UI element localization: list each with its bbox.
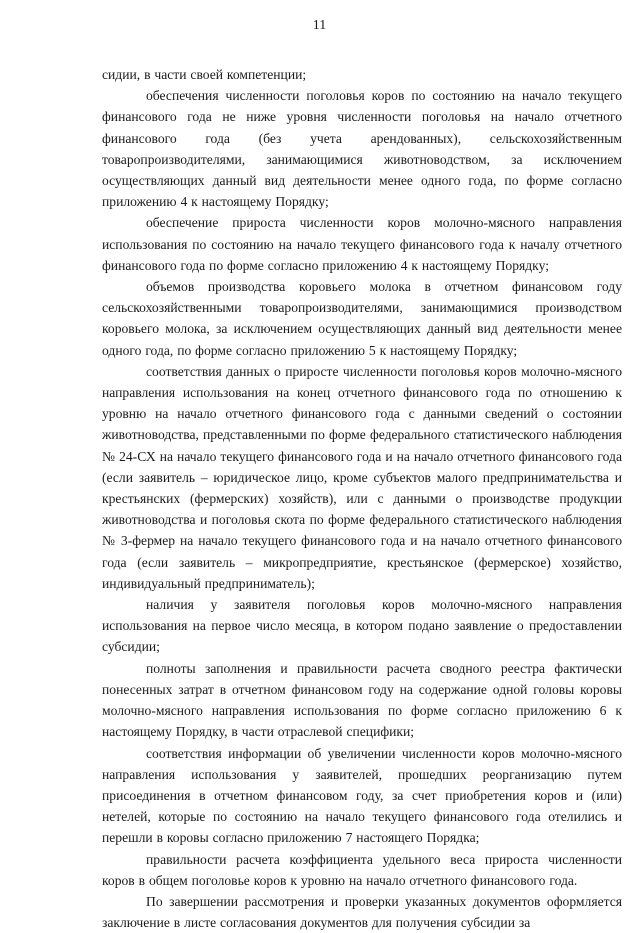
page-number: 11 [312,18,327,33]
paragraph: обеспечение прироста численности коров молочно-мясного направления использования по состоянию на начало текущего финансового года к началу отчетного финансового года по форме согласно приложению 4 к настоящему Порядку; [102,215,622,273]
paragraph: полноты заполнения и правильности расчета сводного реестра фактически понесенных затрат в отчетном финансовом году на содержание одной головы коровы молочно-мясного направления использования по форме согласно приложению 6 к настоящему Порядку, в части отраслевой специфики; [102,660,622,740]
paragraph: соответствия данных о приросте численности поголовья коров молочно-мясного направления использования на конец отчетного финансового года по отношению к уровню на начало отчетного финансового года с данными сведений о состоянии животноводства, представленными по форме федерального статистического наблюдения № 24-СХ на начало текущего финансового года и на начало отчетного финансового года (если заявитель – юридическое лицо, кроме субъектов малого предпринимательства и крестьянских (фермерских) хозяйств), или с данными о производстве продукции животноводства и поголовья скота по форме федерального статистического наблюдения № 3-фермер на начало текущего финансового года и на начало отчетного финансового года (если заявитель – микропредприятие, крестьянское (фермерское) хозяйство, индивидуальный предприниматель); [102,363,622,591]
paragraph: сидии, в части своей компетенции; [102,67,307,82]
paragraph: объемов производства коровьего молока в отчетном финансовом году сельскохозяйственными товаропроизводителями, занимающимися производством коровьего молока, за исключением осуществляющих данный вид деятельности менее одного года, по форме согласно приложению 5 к настоящему Порядку; [102,279,622,358]
document-body [102,64,622,933]
paragraph: По завершении рассмотрения и проверки указанных документов оформляется заключение в листе согласования документов для получения субсидии за [102,893,622,931]
paragraph: наличия у заявителя поголовья коров молочно-мясного направления использования на первое число месяца, в котором подано заявление о предоставлении субсидии; [102,597,622,655]
paragraph: соответствия информации об увеличении численности коров молочно-мясного направления использования у заявителей, прошедших реорганизацию путем присоединения в отчетном финансовом году, за счет приобретения коров и (или) нетелей, которые по состоянию на начало текущего финансового года отелились и перешли в коровы согласно приложению 7 настоящего Порядка; [102,745,622,846]
paragraph: обеспечения численности поголовья коров по состоянию на начало текущего финансового года не ниже уровня численности поголовья на начало отчетного финансового года (без учета арендованных), сельскохозяйственным товаропроизводителями, занимающимися животноводством, за исключением осуществляющих данный вид деятельности менее одного года, по форме согласно приложению 4 к настоящему Порядку; [102,88,622,210]
paragraph: правильности расчета коэффициента удельного веса прироста численности коров в общем поголовье коров к уровню на начало отчетного финансового года. [102,851,622,888]
